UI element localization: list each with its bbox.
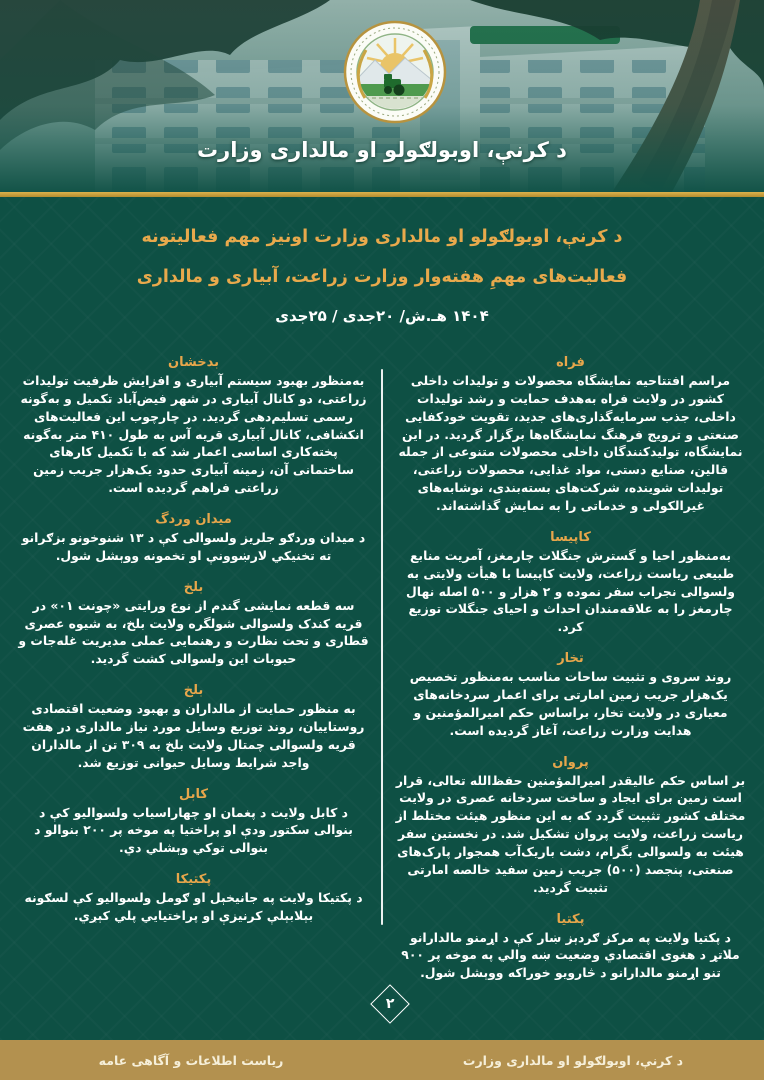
footer-ministry-name: د کرنې، اوبولګولو او مالداری وزارت xyxy=(462,1052,684,1068)
province-heading: میدان وردگ xyxy=(155,512,232,528)
news-section xyxy=(391,912,750,983)
footer-bar xyxy=(0,1040,764,1080)
news-section xyxy=(14,355,373,497)
province-heading: کابل xyxy=(179,786,208,802)
ministry-building-photo xyxy=(0,0,764,192)
headline-pashto: د کرنې، اوبولګولو او مالداری وزارت اونیز مهم فعالیتونه xyxy=(141,227,623,247)
province-heading: کاپیسا xyxy=(550,529,591,545)
news-section xyxy=(391,755,750,897)
news-body: به‌منظور احیا و گسترش جنگلات چارمغز، آمریت منابع طبیعی ریاست زراعت، ولایت کاپیسا با هیأت ولایتی به ولسوالی نجراب سفر نموده و ۲ هزار و ۵۰۰ اصله نهال چارمغز را به علاقه‌مندان احداث و احیای جنگلات توزیع کرد. xyxy=(406,547,735,635)
news-section xyxy=(14,683,373,771)
province-heading: فراه xyxy=(556,355,585,370)
news-section xyxy=(391,651,750,739)
column-left xyxy=(14,355,373,940)
news-section xyxy=(14,787,373,858)
province-heading: بلخ xyxy=(183,579,204,595)
news-section xyxy=(391,530,750,636)
ministry-emblem-logo xyxy=(345,22,445,122)
province-heading: تخار xyxy=(557,651,584,667)
footer-directorate-name: ریاست اطلاعات و آگاهی عامه xyxy=(98,1052,284,1068)
news-body: د میدان وردګو جلریز ولسوالی کې د ۱۳ شنوخونو بزګرانو ته تخنیکي لارښوونې او تخمونه ووېشل شول. xyxy=(21,530,366,563)
date-line: ۱۴۰۴ هـ.ش/ ۲۰جدی / ۲۵جدی xyxy=(275,307,489,325)
photo-header xyxy=(0,0,764,192)
province-heading: پکتیکا xyxy=(175,872,212,888)
headline-dari: فعالیت‌های مهمِ هفته‌وار وزارت زراعت، آبیاری و مالداری xyxy=(136,267,628,287)
column-divider xyxy=(381,369,383,925)
page-number: ۲ xyxy=(385,996,395,1013)
province-heading: بلخ xyxy=(183,683,204,699)
news-body: د پکتیکا ولایت په جانیخېل او ګومل ولسوالیو کې لسګونه بېلابېلې کرنیزې او پراختیایي پلي کېږي. xyxy=(24,890,363,924)
province-heading: پکتیا xyxy=(556,911,585,927)
news-body: د پکتیا ولایت په مرکز ګردېز ښار کې د اړمنو مالدارانو ملاتړ د هغوی اقتصادي وضعیت ښه والي په موخه پر ۹۰۰ تنو اړمنو مالدارانو د څارویو خوراکه ووېشل شول. xyxy=(401,929,740,981)
news-section xyxy=(14,580,373,668)
news-body: روند سروی و تثبیت ساحات مناسب به‌منظور تخصیص یک‌هزار جریب زمین امارتی برای اعمار سردخانه‌های معیاری در ولایت تخار، براساس حکم امیرالمؤمنین و هدایت وزارت زراعت، آغاز گردیده است. xyxy=(409,669,732,738)
news-columns xyxy=(0,355,764,997)
news-section xyxy=(14,872,373,925)
news-section xyxy=(14,512,373,565)
news-body: بر اساس حکم عالیقدر امیرالمؤمنین حفظ‌الله تعالی، قرار است زمین برای ایجاد و ساخت سردخانه عصری در ولایت مختلف کشور تثبیت گردد که به این منظور هیئت مختلط از ریاست زراعت، ولایت پروان تشکیل شد. در نخستین سفر هیئت به ولسوالی بگرام، دشت باریک‌آب همجوار پارک‌های صنعتی، پنجصد (۵۰۰) جریب زمین سفید خالصه امارتی تثبیت گردید. xyxy=(395,772,746,895)
newsletter-headline xyxy=(0,197,764,325)
news-body: به‌منظور بهبود سیستم آبیاری و افزایش ظرفیت تولیدات زراعتی، دو کانال آبیاری در شهر فیض‌آباد تکمیل و به‌گونه رسمی تسلیم‌دهی گردید. در چارچوب این فعالیت‌های انکشافی، کانال آبیاری قریه آس به طول ۴۱۰ متر به‌گونه پخته‌کاری اساسی اعمار شد که با تکمیل کارهای ساختمانی آن، زمینه آبیاری حدود یک‌هزار جریب زمین زراعتی فراهم گردیده است. xyxy=(20,373,367,496)
banner-title: د کرنې، اوبولګولو او مالداری وزارت xyxy=(197,138,567,162)
news-body: به منظور حمایت از مالداران و بهبود وضعیت اقتصادی روستاییان، روند توزیع وسایل مورد نیاز مالداری در هفت قریه ولسوالی چمتال ولایت بلخ به ۳۰۹ تن از مالداران واجد شرایط وسایل حیوانی توزیع شد. xyxy=(22,701,365,770)
news-body: سه قطعه نمایشی گندم از نوع ورایتی «چونت ۰۱» در قریه کندک ولسوالی شولگره ولایت بلخ، به شیوه عصری قطاری و تحت نظارت و رهنمایی عملی مدیریت غله‌جات و حبوبات این ولسوالی کشت گردید. xyxy=(18,597,369,667)
main-content xyxy=(0,197,764,1040)
province-heading: پروان xyxy=(552,754,589,770)
news-body: د کابل ولایت د پغمان او چهاراسیاب ولسوالیو کې د بنوالی سکتور ودې او پراختیا په موخه پر ۲۰۰ بنوالو د بنوالی توکي وېشلي دي. xyxy=(34,804,353,856)
news-body: مراسم افتتاحیه نمایشگاه محصولات و تولیدات داخلی کشور در ولایت فراه به‌هدف حمایت و رشد تولیدات داخلی، جذب سرمایه‌گذاری‌های جدید، تقویت خودکفایی صنعتی و ترویج فرهنگ نمایشگاه‌ها برگزار گردید. در این نمایشگاه، تولیدکنندگان داخلی محصولات متنوعی از جمله قالین، صنایع دستی، مواد غذایی، محصولات زراعتی، تولیدات شوینده، شرکت‌های بسته‌بندی، نوشابه‌های غیرالکولی و خدماتی را به نمایش گذاشته‌اند. xyxy=(398,373,743,514)
province-heading: بدخشان xyxy=(168,355,219,370)
news-section xyxy=(391,355,750,515)
column-right xyxy=(391,355,750,997)
